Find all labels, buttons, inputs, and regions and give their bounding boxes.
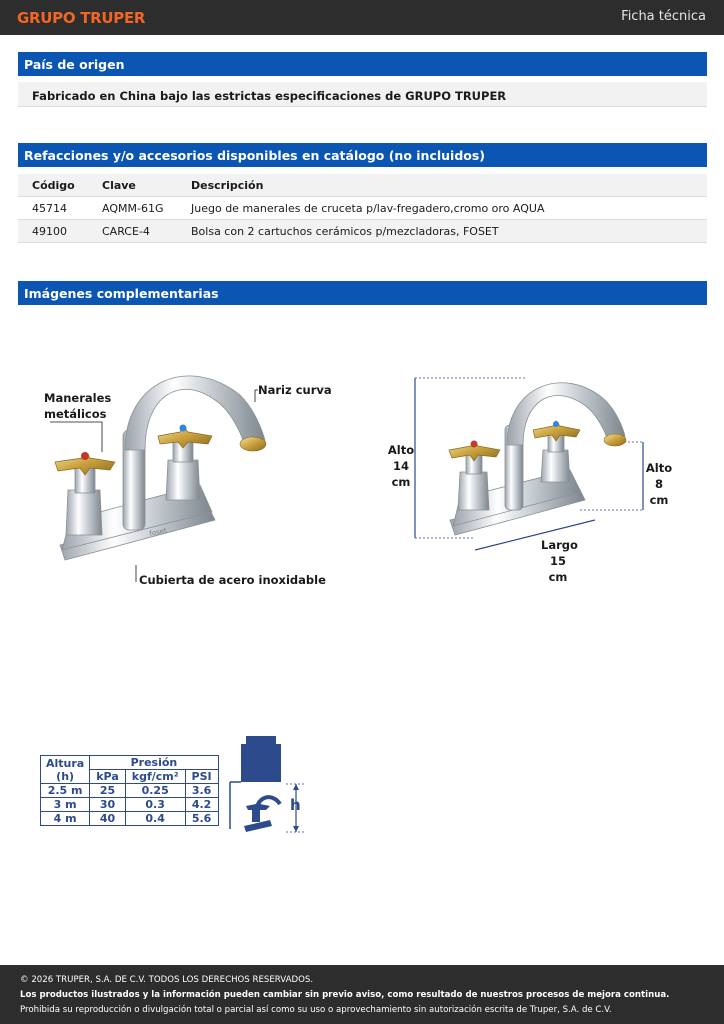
row-key: AQMM-61G [102, 202, 164, 215]
footer-prohibition: Prohibida su reproducción o divulgación total o parcial así como su uso o aprovechamiento sin autorización escrita de Truper, S.A. de C.V. [20, 1005, 612, 1015]
pressure-height: 3 m [41, 798, 90, 812]
accessories-section-title: Refacciones y/o accesorios disponibles en catálogo (no incluidos) [18, 143, 707, 167]
brand-logo: GRUPO TRUPER [17, 9, 146, 27]
origin-row [18, 82, 707, 107]
row-key: CARCE-4 [102, 225, 150, 238]
dimension-length [541, 537, 578, 585]
callout-handles-line-2: metálicos [44, 407, 107, 421]
pressure-table-height-header [41, 756, 90, 784]
table-row [41, 784, 219, 798]
pressure-kpa: 30 [90, 798, 126, 812]
height-header-line-2: (h) [56, 769, 75, 783]
column-header-description: Descripción [191, 179, 264, 192]
pressure-table [40, 755, 219, 826]
dimension-height2-label: Alto [645, 461, 673, 475]
row-code: 45714 [32, 202, 67, 215]
dimension-height-label: Alto [387, 443, 415, 457]
pressure-kgf: 0.3 [125, 798, 185, 812]
accessories-table-header [18, 174, 707, 197]
pressure-kpa: 25 [90, 784, 126, 798]
pressure-kgf: 0.25 [125, 784, 185, 798]
pressure-unit-kgf: kgf/cm² [125, 770, 185, 784]
document-type: Ficha técnica [621, 9, 706, 24]
dimension-height2-value: 8 cm [649, 477, 669, 507]
pressure-unit-kpa: kPa [90, 770, 126, 784]
pressure-height: 2.5 m [41, 784, 90, 798]
pressure-psi: 3.6 [185, 784, 218, 798]
table-row [18, 197, 707, 220]
dimension-height-value: 14 cm [391, 459, 411, 489]
dimension-height-spout [645, 460, 673, 508]
pressure-kgf: 0.4 [125, 812, 185, 826]
footer-copyright: © 2026 TRUPER, S.A. DE C.V. TODOS LOS DERECHOS RESERVADOS. [20, 975, 314, 985]
height-h-label: h [290, 796, 301, 814]
row-description: Juego de manerales de cruceta p/lav-fregadero,cromo oro AQUA [191, 202, 545, 215]
footer-notice: Los productos ilustrados y la información pueden cambiar sin previo aviso, como resultado de nuestros procesos de mejora continua. [20, 990, 670, 1000]
dimension-length-label: Largo [541, 538, 578, 552]
callout-handles-line-1: Manerales [44, 391, 112, 405]
height-header-line-1: Altura [46, 756, 85, 770]
table-row [18, 220, 707, 243]
dimension-length-value: 15 cm [548, 554, 568, 584]
origin-section-title: País de origen [18, 52, 707, 76]
callout-handles [44, 390, 111, 422]
pressure-height: 4 m [41, 812, 90, 826]
origin-text: Fabricado en China bajo las estrictas especificaciones de GRUPO TRUPER [32, 89, 507, 103]
column-header-key: Clave [102, 179, 136, 192]
images-section-title: Imágenes complementarias [18, 281, 707, 305]
pressure-unit-psi: PSI [185, 770, 218, 784]
table-row [41, 812, 219, 826]
callout-cover: Cubierta de acero inoxidable [139, 573, 326, 587]
row-code: 49100 [32, 225, 67, 238]
top-bar [0, 0, 724, 35]
column-header-code: Código [32, 179, 75, 192]
row-description: Bolsa con 2 cartuchos cerámicos p/mezcladoras, FOSET [191, 225, 499, 238]
pressure-psi: 4.2 [185, 798, 218, 812]
callout-spout: Nariz curva [258, 383, 332, 397]
water-tank-height-icon [226, 734, 306, 834]
dimension-height-total [386, 442, 416, 490]
pressure-psi: 5.6 [185, 812, 218, 826]
brand-mark: foset [148, 526, 168, 538]
table-row [41, 798, 219, 812]
pressure-kpa: 40 [90, 812, 126, 826]
pressure-table-pressure-header: Presión [90, 756, 218, 770]
footer [0, 965, 724, 1024]
